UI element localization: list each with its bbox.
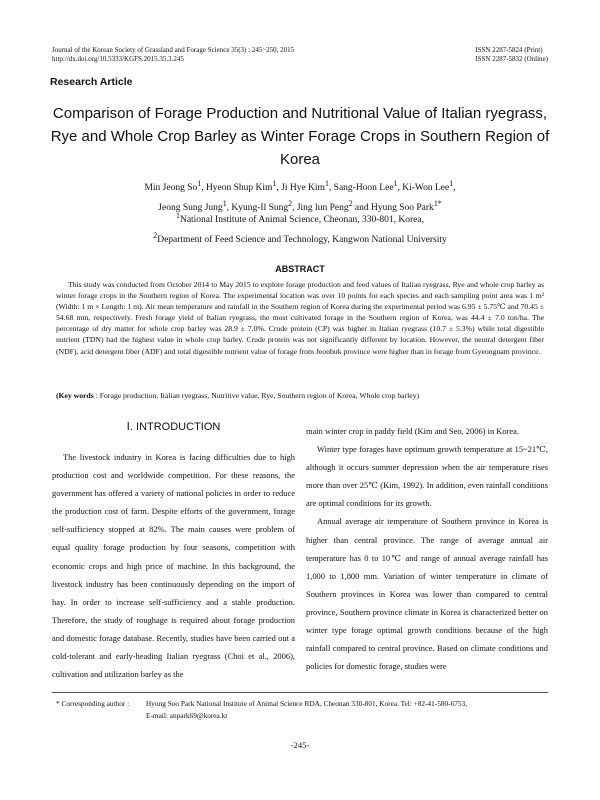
article-type: Research Article [50, 76, 133, 88]
author-sup: 1 [449, 179, 454, 188]
author: Sang-Hoon Lee [333, 183, 394, 194]
author: Jing lun Peng [296, 203, 349, 214]
issn-online: ISSN 2287-5832 (Online) [475, 55, 548, 63]
section-heading-introduction: Ⅰ. INTRODUCTION [126, 421, 221, 433]
affiliation-1: $^1$National Institute of Animal Science, Cheonan, 330-801, Korea, [176, 211, 424, 226]
author-sup: 2 [348, 199, 353, 209]
body-paragraph: Winter type forages have optimum growth temperature at 15~21℃, although it occurs summer depression when the air temperature rises more than over 25℃ (Kim, 1992). In addition, even rainfall conditions are optimal conditions for its growth. [306, 444, 548, 509]
doi-link[interactable]: http://dx.doi.org/10.5333/KGFS.2015.35.3.245 [52, 55, 184, 63]
author-sup: 1 [222, 199, 227, 209]
corresponding-author-footnote [56, 698, 546, 722]
body-paragraph: The livestock industry in Korea is facing difficulties due to high production cost and worldwide competition. For these reasons, the government has offered a variety of national policies in order to reduce the production cost of farm. Despite efforts of the government, forage self-sufficiency stopped at 82%. The main causes were problem of equal quality forage production by four seasons, competition with economic crops and high price of machine. In this background, the livestock industry has been continuously depending on the import of hay. In order to increase self-sufficiency and a stable production. Therefore, the study of roughage is required about forage production and domestic forage database. Recently, studies have been carried out a cold-tolerant and early-heading Italian ryegrass (Choi et al., 2006), cultivation and utilization barley as the [52, 452, 295, 680]
journal-header [52, 46, 294, 64]
author-sup: 1 [272, 179, 277, 188]
keywords [56, 390, 544, 401]
author-line-1: Min Jeong So$^1$, Hyeon Shup Kim$^1$, Ji Hye Kim$^1$, Sang-Hoon Lee$^1$, Ki-Won Lee$^1$, [144, 179, 456, 194]
author: Jeong Sung Jung [158, 203, 223, 214]
affiliation-2: $^2$Department of Feed Science and Technology, Kangwon National University [153, 231, 447, 246]
author: Ki-Won Lee [402, 183, 450, 194]
author: Hyeon Shup Kim [205, 183, 273, 194]
author: Kyung-Il Sung [231, 203, 289, 214]
body-paragraph: Annual average air temperature of Southern province in Korea is higher than central province. The range of average annual air temperature has 0 to 10℃ and range of annual average rainfall has 1,000 to 1,800 mm. Variation of winter temperature in climate of Southern provinces in Korea was lower than compared to central province, Southern province climate in Korea is characterized better on winter type forage optimal growth conditions because of the high rainfall compared to central province. Based on climate conditions and policies for domestic forage, studies were [306, 516, 548, 672]
footnote-divider [52, 692, 548, 693]
keywords-list: : Forage production, Italian ryegrass, Nutritive value, Rye, Southern region of Korea, Whole crop barley) [93, 391, 420, 400]
abstract-text: This study was conducted from October 2014 to May 2015 to explore forage production and feed values of Italian ryegrass, Rye and whole crop barley as winter forage crops in the Southern region of Korea. The experimental location was over 10 points for each species and each sampling point area was 1 m² (Width: 1 m × Length: 1 m). Air mean temperature and rainfall in the Southern region of Korea during the experimental period was 6.95 ± 5.75℃ and 70.45 ± 54.68 mm, respectively. Fresh forage yield of Italian ryegrass, the most cultivated forage in the Southern region of Korea, was 44.4 ± 7.0 ton/ha. The percentage of dry matter for whole crop barley was 28.9 ± 7.0%. Crude protein (CP) was higher in Italian ryegrass (10.7 ± 5.3%) while total digestible nutrient (TDN) had the highest value in whole crop barley. Crude protein was not significantly different by location. However, the neutral detergent fiber (NDF), acid detergent fiber (ADF) and total digestible nutrient value of forage from Jeonbuk province were higher than in forage from Gyeongnam province. [56, 280, 544, 356]
left-column [52, 448, 295, 683]
footnote-line-2[interactable]: E-mail: anpark69@korea.kr [146, 711, 228, 720]
paper-title: Comparison of Forage Production and Nutritional Value of Italian ryegrass, Rye and Whole Crop Barley as Winter Forage Crops in Southern Region of Korea [50, 105, 550, 168]
author-sup: 1* [433, 199, 442, 209]
author-sup: 1 [324, 179, 329, 188]
author-sup: 1 [197, 179, 202, 188]
keywords-label: (Key words [56, 391, 94, 400]
author-sup: 1 [393, 179, 398, 188]
abstract-heading: ABSTRACT [275, 264, 325, 274]
body-paragraph-continuation: main winter crop in paddy field (Kim and Seo, 2006) in Korea. [306, 426, 519, 436]
page-number: -245- [290, 740, 310, 750]
issn-print: ISSN 2287-5824 (Print) [475, 46, 543, 54]
author: Min Jeong So [144, 183, 198, 194]
affiliations [60, 208, 540, 248]
right-column [306, 422, 548, 675]
issn-block [475, 46, 548, 64]
author-sup: 2 [288, 199, 293, 209]
footnote-label: * Corresponding author : [56, 699, 130, 708]
journal-citation: Journal of the Korean Society of Grassland and Forage Science 35(3) : 245~250, 2015 [52, 46, 295, 54]
footnote-line-1: Hyung Soo Park National Institute of Animal Science RDA, Cheonan 330-801, Korea. Tel: +82-41-580-6753, [146, 699, 468, 708]
author-line-2: Jeong Sung Jung$^1$, Kyung-Il Sung$^2$, Jing lun Peng$^2$ and Hyung Soo Park$^{1*}$ [158, 199, 442, 214]
author: Hyung Soo Park [371, 203, 434, 214]
author: Ji Hye Kim [281, 183, 325, 194]
